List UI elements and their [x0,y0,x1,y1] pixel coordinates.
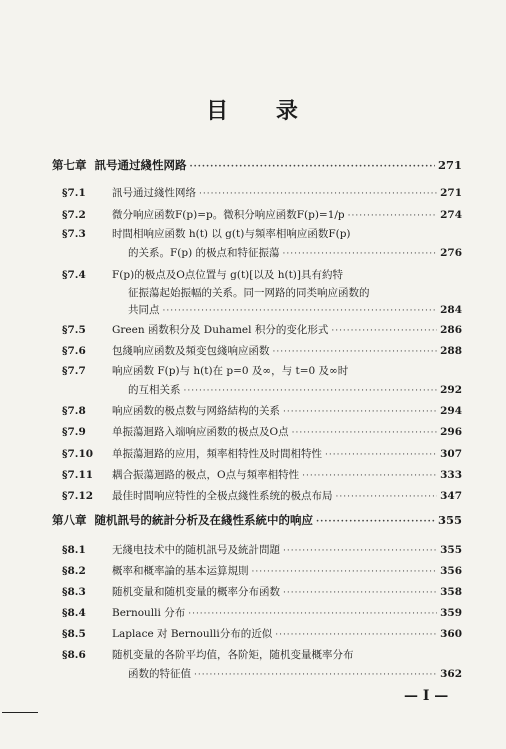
section-number: §8.2 [62,565,86,577]
section-title: 响应函数 F(p)与 h(t)在 p=0 及∞，与 t=0 及∞时 [112,365,349,377]
toc-entry [62,207,462,222]
section-title-cont: 的关系。F(p) 的极点和特征振蕩 [128,247,280,259]
section-title: 响应函数的极点数与网絡結构的关系 [112,405,280,417]
toc-entry [62,343,462,358]
section-number: §7.12 [62,490,94,502]
dot-leader [199,189,437,199]
section-title-cont: 函数的特征值 [128,668,191,680]
toc-entry [62,626,462,641]
dot-leader [190,162,435,172]
dot-leader [184,386,438,396]
toc-entry [62,605,462,620]
section-page: 356 [440,565,462,577]
section-number: §7.7 [62,365,86,377]
dot-leader [275,630,437,640]
section-title: 訊号通过綫性网络 [112,187,196,199]
dot-leader [283,546,437,556]
toc-entry [62,267,462,282]
section-title: Green 函数积分及 Duhamel 积分的变化形式 [112,324,329,336]
section-number: §8.4 [62,607,86,619]
toc-entry [62,467,462,482]
toc-entry-continuation [128,382,462,397]
chapter-number: 第八章 [52,513,87,527]
section-title: 包綫响应函数及頻变包綫响应函数 [112,345,270,357]
section-title: 耦合振蕩迴路的极点，O点与頻率相特性 [112,469,300,481]
section-number: §8.1 [62,544,86,556]
toc-entry [62,446,462,461]
section-page: 358 [440,586,462,598]
section-number: §7.8 [62,405,86,417]
dot-leader [316,517,435,527]
toc-entry [62,322,462,337]
dot-leader [194,670,437,680]
section-title: 最佳时間响应特性的全极点綫性系统的极点布局 [112,490,333,502]
section-number: §7.2 [62,209,86,221]
section-number: §7.11 [62,469,94,481]
section-number: §7.3 [62,228,86,240]
section-title: 时間相响应函数 h(t) 以 g(t)与頻率相响应函数F(p) [112,228,351,240]
dot-leader [273,347,438,357]
section-number: §8.3 [62,586,86,598]
section-number: §8.5 [62,628,86,640]
dot-leader [188,609,437,619]
toc-entry [62,424,462,439]
section-title: Bernoulli 分布 [112,607,186,619]
section-number: §7.4 [62,269,86,281]
chapter-heading [52,512,462,528]
dot-leader [252,567,438,577]
section-number: §7.6 [62,345,86,357]
toc-entry [62,226,462,241]
toc-entry [62,584,462,599]
section-title: 无綫电技术中的随机訊号及統計問題 [112,544,280,556]
section-number: §7.10 [62,448,94,460]
toc-entry [62,488,462,503]
section-title: 单振蕩迴路入端响应函数的极点及O点 [112,426,289,438]
dot-leader [163,306,438,316]
section-title: 概率和概率論的基本运算規則 [112,565,249,577]
dot-leader [325,450,437,460]
section-title-cont: 征振蕩起始振幅的关系。同一网路的同类响应函数的 [128,287,370,299]
dot-leader [302,471,437,481]
section-page: 276 [440,247,462,259]
section-number: §7.9 [62,426,86,438]
dot-leader [283,588,437,598]
section-page: 359 [440,607,462,619]
section-page: 288 [440,345,462,357]
toc-entry-continuation [128,245,462,260]
toc-entry [62,563,462,578]
section-title-cont: 共同点 [128,304,160,316]
section-number: §8.6 [62,649,86,661]
dot-leader [283,249,438,259]
section-page: 296 [440,426,462,438]
section-title: 单振蕩迴路的应用，頻率相特性及时間相特性 [112,448,322,460]
chapter-number: 第七章 [52,158,87,172]
scan-mark [2,712,38,713]
page-folio: — I — [404,688,449,704]
section-page: 362 [440,668,462,680]
section-page: 292 [440,384,462,396]
section-title: 随机变量和随机变量的概率分布函数 [112,586,280,598]
section-title: F(p)的极点及O点位置与 g(t)[以及 h(t)]具有約特 [112,269,343,281]
toc-entry [62,363,462,378]
section-page: 333 [440,469,462,481]
chapter-heading [52,157,462,173]
section-page: 271 [440,187,462,199]
section-page: 347 [440,490,462,502]
section-page: 286 [440,324,462,336]
chapter-title: 随机訊号的統計分析及在綫性系統中的响应 [94,513,313,527]
section-title: 随机变量的各阶平均值，各阶矩，随机变量概率分布 [112,649,354,661]
page-title: 目 录 [206,98,318,124]
section-number: §7.5 [62,324,86,336]
toc-entry [62,185,462,200]
section-number: §7.1 [62,187,86,199]
section-page: 355 [440,544,462,556]
toc-entry-continuation [128,302,462,317]
section-page: 360 [440,628,462,640]
section-title: 微分响应函数F(p)=p。微积分响应函数F(p)=1/p [112,209,345,221]
dot-leader [292,428,437,438]
dot-leader [336,492,438,502]
chapter-title: 訊号通过綫性网路 [94,158,187,172]
toc-entry [62,647,462,662]
dot-leader [331,326,437,336]
dot-leader [283,407,437,417]
section-page: 294 [440,405,462,417]
toc-entry [62,542,462,557]
section-page: 274 [440,209,462,221]
section-title-cont: 的互相关系 [128,384,181,396]
chapter-page: 271 [437,158,462,172]
toc-entry-continuation [128,666,462,681]
section-page: 307 [440,448,462,460]
chapter-page: 355 [437,513,462,527]
section-title: Laplace 对 Bernoulli分布的近似 [112,628,273,640]
section-page: 284 [440,304,462,316]
dot-leader [348,211,437,221]
toc-entry [62,403,462,418]
